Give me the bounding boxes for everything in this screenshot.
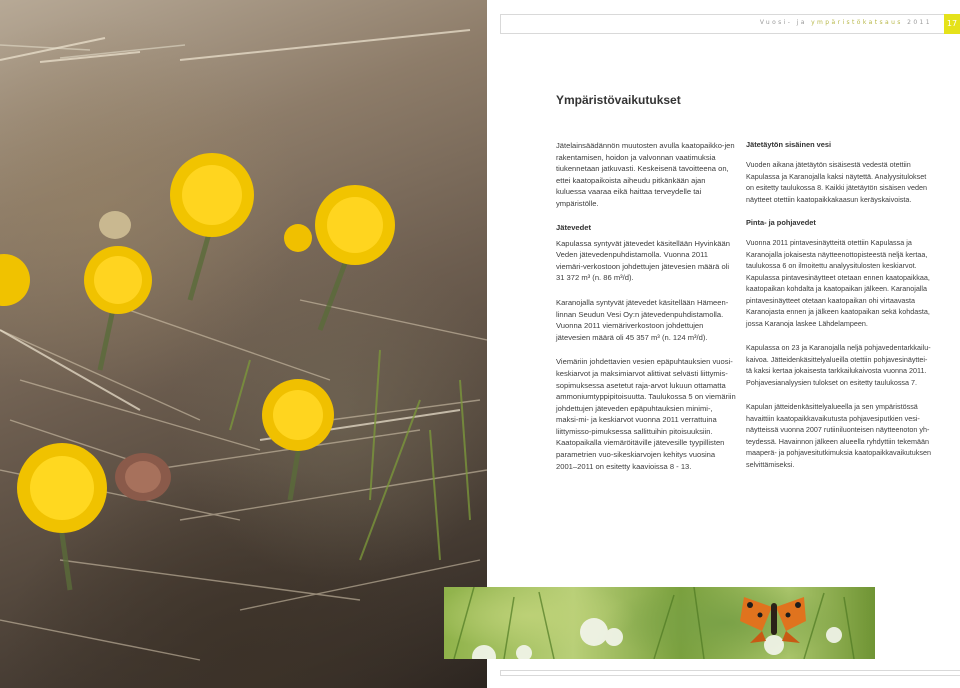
- pinta-paragraph-2: Kapulassa on 23 ja Karanojalla neljä pohjavedentarkkailu-kaivoa. Jätteidenkäsittelyalueilla otettiin pohjavesinäyttei-tä kaksi kertaa jokaisesta tarkkailukaivosta vuonna 2011. Pohjavesianalyysien tulokset on esitetty taulukossa 7.: [746, 343, 931, 387]
- intro-paragraph: Jätelainsäädännön muutosten avulla kaatopaikko-jen rakentamisen, hoidon ja valvonnan vaatimuksia tiukennetaan jatkuvasti. Keskeisenä tavoitteena on, ettei kaatopaikoista aiheudu pitkänkään ajan kuluessa vaaraa eikä haittaa terveydelle tai ympäristölle.: [556, 141, 735, 208]
- section-heading-sisainen-vesi: Jätetäytön sisäinen vesi: [746, 140, 832, 149]
- header-prefix: Vuosi- ja: [759, 19, 812, 26]
- flower-heads: [0, 153, 395, 533]
- page-number: 17: [944, 14, 960, 34]
- section-heading-pinta-pohjavedet: Pinta- ja pohjavedet: [746, 218, 816, 227]
- header-year: 2011: [902, 19, 932, 26]
- page-title: Ympäristövaikutukset: [556, 93, 681, 107]
- header-bar: [500, 14, 944, 34]
- meadow-illustration: [444, 587, 875, 659]
- pinta-paragraph-1: Vuonna 2011 pintavesinäytteitä otettiin Kapulassa ja Karanojalla jokaisesta näytteenottopisteestä neljä kertaa, taulukossa 6 on ilmoitettu analyysitulosten keskiarvot. Kapulassa pintavesinäytteet otetaan ennen kaatopaikkaa, kaatopaikan kohdalta ja kaatopaikan jälkeen. Karanojalla pintavesinäytteet otetaan kaatopaikan ohi virtaavasta Karanojasta ennen ja jälkeen kaatopaikan sekä kohdasta, jossa Karanoja laskee Lähdelampeen.: [746, 238, 930, 328]
- butterfly-on-meadow-photo: [444, 587, 875, 659]
- footer-bar: [500, 670, 960, 676]
- header-accent: ympäristökatsaus: [811, 19, 903, 26]
- jatevedet-paragraph-2: Karanojalla syntyvät jätevedet käsitellään Hämeen-linnan Seudun Vesi Oy:n jätevedenpuhdistamolla. Vuonna 2011 viemäriverkostoon johdettujen jätevesien määrä oli 45 357 m³ (n. 124 m³/d).: [556, 297, 729, 342]
- sisainen-vesi-paragraph: Vuoden aikana jätetäytön sisäisestä vedestä otettiin Kapulassa ja Karanojalla kaksi näytettä. Analyysitulokset on esitetty taulukossa 8. Kaikki jätetäytön sisäisen veden näytteet otettiin kaatopaikkakaasun keräyskaivoista.: [746, 160, 927, 204]
- text-column-middle: [556, 140, 736, 485]
- jatevedet-paragraph-3: Viemäriin johdettavien vesien epäpuhtauksien vuosi-keskiarvot ja maksimiarvot alittivat selvästi liittymis-sopimuksessa asetetut raja-arvot lukuun ottamatta ammoniumtyppipitoisuutta. Taulukossa 5 on viemäriin johdettujen jäteveden epäpuhtauksien minimi-, maksi-mi- ja keskiarvot vuonna 2011 verrattuina liittymisso-pimuksessa sallittuihin pitoisuuksiin. Kaatopaikalla viemäröitäville jätevesille tyypillisten parametrien vuo-sikeskiarvojen kehitys vuosina 2001–2011 on esitetty kaavioissa 8 - 13.: [556, 357, 736, 471]
- running-header: [760, 19, 932, 26]
- jatevedet-paragraph-1: Kapulassa syntyvät jätevedet käsitellään Hyvinkään Veden jätevedenpuhdistamolla. Vuonna 2011 viemäri-verkostoon johdettujen jätevesien määrä oli 31 372 m³ (n. 86 m³/d).: [556, 238, 730, 283]
- section-heading-jatevedet: Jätevedet: [556, 222, 592, 232]
- pinta-paragraph-3: Kapulan jätteidenkäsittelyalueella ja sen ympäristössä havaittiin kaatopaikkavaikutusta pohjavesiputkien vesi-näytteissä vuonna 2007 rutiiniluonteisen näytteenoton yh-teydessä. Havainnon jälkeen alueella ryhdyttiin tekemään maaperä- ja pohjavesitutkimuksia kaatopaikkavaikutuksen selvittämiseksi.: [746, 402, 931, 469]
- text-column-right: [746, 140, 932, 483]
